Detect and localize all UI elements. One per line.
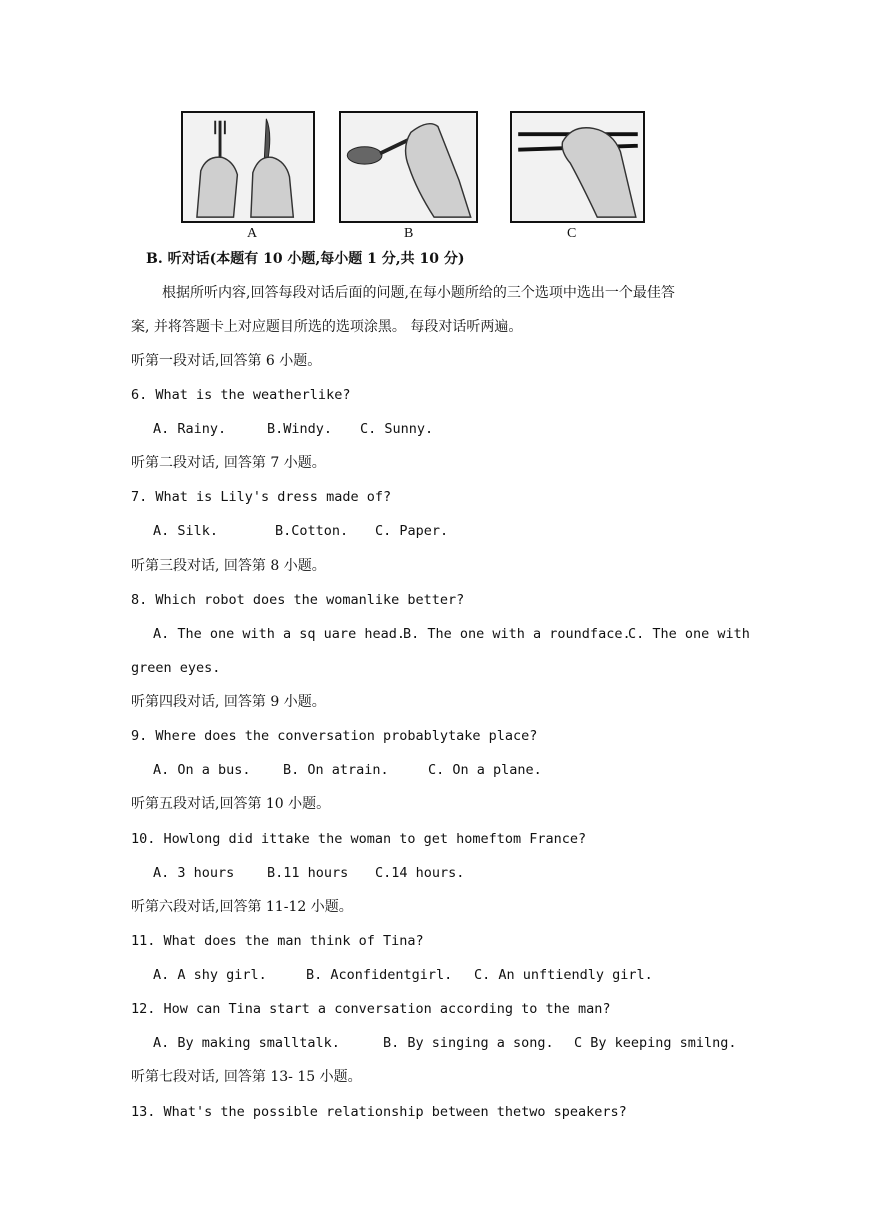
option-6a: A. Rainy.: [153, 421, 227, 437]
question-7: 7. What is Lily's dress made of?: [131, 489, 392, 505]
option-7b: B.Cotton.: [275, 523, 349, 539]
option-9c: C. On a plane.: [428, 762, 542, 778]
dialogue-heading: 听第七段对话, 回答第 13- 15 小题。: [131, 1069, 362, 1085]
instruction-line-2: 案, 并将答题卡上对应题目所选的选项涂黑。 每段对话听两遍。: [131, 319, 523, 335]
option-12c: C By keeping smilng.: [574, 1035, 737, 1051]
section-title: B. 听对话(本题有 10 小题,每小题 1 分,共 10 分): [146, 251, 465, 267]
dialogue-heading: 听第一段对话,回答第 6 小题。: [131, 353, 322, 369]
option-11c: C. An unftiendly girl.: [474, 967, 653, 983]
option-8c: C. The one with: [628, 626, 750, 642]
option-9a: A. On a bus.: [153, 762, 251, 778]
option-6b: B.Windy.: [267, 421, 333, 437]
option-8b: B. The one with a roundface.: [403, 626, 631, 642]
spoon-in-hand-icon: [341, 113, 476, 221]
option-10c: C.14 hours.: [375, 865, 465, 881]
option-7c: C. Paper.: [375, 523, 449, 539]
question-12: 12. How can Tina start a conversation according to the man?: [131, 1001, 611, 1017]
question-6: 6. What is the weatherlike?: [131, 387, 351, 403]
dialogue-heading: 听第三段对话, 回答第 8 小题。: [131, 558, 326, 574]
option-8c-continued: green eyes.: [131, 660, 221, 676]
picture-label-c: C: [567, 226, 577, 241]
option-12a: A. By making smalltalk.: [153, 1035, 340, 1051]
question-11: 11. What does the man think of Tina?: [131, 933, 424, 949]
picture-c: [510, 111, 645, 223]
option-10a: A. 3 hours: [153, 865, 235, 881]
picture-b: [339, 111, 478, 223]
option-11a: A. A shy girl.: [153, 967, 267, 983]
fork-and-knife-icon: [183, 113, 313, 221]
question-9: 9. Where does the conversation probablytake place?: [131, 728, 538, 744]
option-8a: A. The one with a sq uare head.: [153, 626, 405, 642]
option-10b: B.11 hours: [267, 865, 349, 881]
dialogue-heading: 听第五段对话,回答第 10 小题。: [131, 796, 331, 812]
picture-label-a: A: [247, 226, 258, 241]
picture-a: [181, 111, 315, 223]
question-8: 8. Which robot does the womanlike better?: [131, 592, 465, 608]
picture-label-b: B: [404, 226, 414, 241]
dialogue-heading: 听第六段对话,回答第 11-12 小题。: [131, 899, 353, 915]
dialogue-heading: 听第二段对话, 回答第 7 小题。: [131, 455, 326, 471]
option-9b: B. On atrain.: [283, 762, 389, 778]
instruction-line-1: 根据所听内容,回答每段对话后面的问题,在每小题所给的三个选项中选出一个最佳答: [162, 285, 675, 301]
dialogue-heading: 听第四段对话, 回答第 9 小题。: [131, 694, 326, 710]
question-13: 13. What's the possible relationship between thetwo speakers?: [131, 1104, 627, 1120]
option-6c: C. Sunny.: [360, 421, 434, 437]
option-12b: B. By singing a song.: [383, 1035, 554, 1051]
option-11b: B. Aconfidentgirl.: [306, 967, 453, 983]
question-10: 10. Howlong did ittake the woman to get homeftom France?: [131, 831, 587, 847]
option-7a: A. Silk.: [153, 523, 219, 539]
chopsticks-in-hand-icon: [512, 113, 643, 221]
